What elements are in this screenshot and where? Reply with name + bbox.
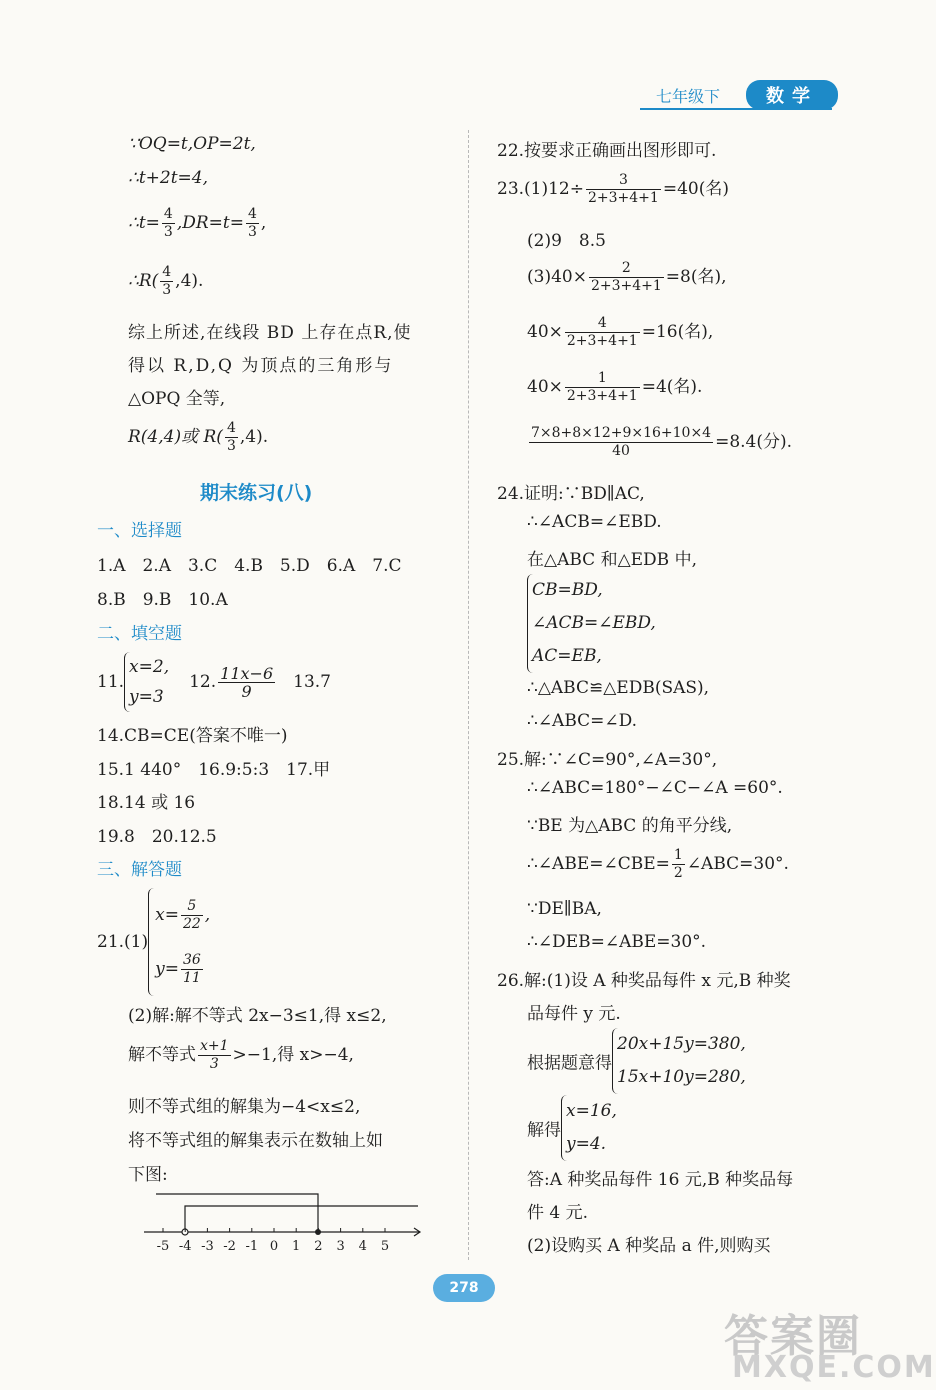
l4-frac-den: 3 — [162, 282, 172, 298]
left-line-2: ∴t+2t=4, — [128, 168, 209, 188]
q23c-b: =8(名), — [665, 267, 727, 287]
answer-26-f: 件 4 元. — [527, 1203, 589, 1223]
answer-24-system — [527, 574, 656, 673]
tick-label-1: 1 — [292, 1239, 301, 1254]
q21-r2-den: 11 — [182, 970, 201, 986]
answer-23-5 — [527, 370, 702, 405]
answer-21-2a: (2)解:解不等式 2x−3≤1,得 x≤2, — [128, 1006, 387, 1026]
q26d-row2: y=4. — [566, 1134, 607, 1154]
answers-1-7: 1.A 2.A 3.C 4.B 5.D 6.A 7.C — [97, 556, 402, 576]
q23a-b: =40(名) — [662, 179, 729, 199]
q23f-den: 40 — [612, 443, 630, 459]
left-para-3: △OPQ 全等, — [128, 389, 226, 409]
tick-label--5: -5 — [156, 1239, 170, 1254]
answer-23-6 — [527, 425, 792, 460]
q23d-frac — [565, 315, 640, 350]
answer-25-e: ∵DE∥BA, — [527, 899, 602, 919]
answer-26-e: 答:A 种奖品每件 16 元,B 种奖品每 — [527, 1170, 794, 1190]
l3-a: ∴t= — [128, 213, 160, 233]
answers-8-10: 8.B 9.B 10.A — [97, 590, 228, 610]
section-title: 期末练习(八) — [200, 482, 313, 504]
q21-r1b: , — [204, 905, 211, 925]
section-solve: 三、解答题 — [97, 860, 182, 880]
q26c-lead: 根据题意得 — [527, 1053, 612, 1074]
q23a-a: 23.(1)12÷ — [497, 179, 584, 199]
l4-frac-num: 4 — [162, 264, 172, 280]
q23d-den: 2+3+4+1 — [566, 333, 638, 349]
l3-frac1-num: 4 — [163, 206, 173, 222]
range-x-leq-2 — [156, 1194, 318, 1232]
answer-26-b: 品每件 y 元. — [527, 1004, 621, 1024]
q13: 13.7 — [293, 672, 331, 692]
q25d-num: 1 — [673, 847, 683, 863]
number-line-figure — [138, 1188, 428, 1258]
q23d-a: 40× — [527, 322, 563, 342]
l4-b: ,4). — [175, 271, 204, 291]
answer-25-f: ∴∠DEB=∠ABE=30°. — [527, 932, 707, 952]
q26c-system — [612, 1028, 746, 1094]
l5-frac-den: 3 — [226, 438, 236, 454]
range-x-greater-neg4 — [185, 1206, 418, 1229]
tick-label-2: 2 — [314, 1239, 323, 1254]
q23f-frac — [529, 425, 713, 460]
answer-26-d — [527, 1095, 617, 1161]
section-fill: 二、填空题 — [97, 624, 182, 644]
l3-frac1-den: 3 — [163, 224, 173, 240]
q23e-den: 2+3+4+1 — [566, 388, 638, 404]
answer-24-a: 24.证明:∵BD∥AC, — [497, 484, 645, 504]
tick-label--2: -2 — [223, 1239, 236, 1254]
l4-a: ∴R( — [128, 271, 159, 291]
l4-frac — [160, 264, 173, 299]
q11-row1: x=2, — [129, 657, 170, 677]
answer-21-2b — [128, 1038, 354, 1073]
q21-r1-frac — [181, 898, 203, 933]
q23c-num: 2 — [589, 260, 664, 278]
q23f-b: =8.4(分). — [715, 432, 793, 452]
l5-frac-num: 4 — [226, 420, 236, 436]
q11-system — [124, 652, 169, 712]
tick-label-5: 5 — [380, 1239, 390, 1254]
answer-23-4 — [527, 315, 713, 350]
q21-system — [148, 888, 210, 996]
answer-21-1 — [97, 888, 210, 996]
answer-25-b: ∴∠ABC=180°−∠C−∠A =60°. — [527, 778, 783, 798]
q23c-den: 2+3+4+1 — [590, 278, 662, 294]
q26d-lead: 解得 — [527, 1120, 561, 1141]
answer-24-d: ∴△ABC≌△EDB(SAS), — [527, 678, 710, 698]
l3-b: ,DR=t= — [176, 213, 244, 233]
q26c-row2: 15x+10y=280, — [617, 1067, 746, 1087]
page-number: 278 — [433, 1274, 495, 1302]
q12-frac-den: 9 — [241, 681, 252, 701]
q25d-a: ∴∠ABE=∠CBE= — [527, 854, 670, 874]
answer-26-g: (2)设购买 A 种奖品 a 件,则购买 — [527, 1236, 771, 1256]
answers-19-20: 19.8 20.12.5 — [97, 827, 217, 847]
answer-26-c — [527, 1028, 746, 1094]
q23c-frac — [589, 260, 664, 295]
header-rule — [640, 108, 832, 110]
q23a-frac — [586, 172, 661, 207]
q21c-a: 解不等式 — [128, 1045, 196, 1065]
answer-24-b: ∴∠ACB=∠EBD. — [527, 512, 662, 532]
q21c-den: 3 — [209, 1056, 219, 1072]
subject-badge: 数学 — [746, 80, 838, 110]
answers-11-13 — [97, 652, 331, 712]
q25d-den: 2 — [673, 865, 683, 881]
q25d-frac — [672, 847, 685, 882]
l3-frac2-num: 4 — [247, 206, 257, 222]
q23a-den: 2+3+4+1 — [588, 190, 659, 206]
q21-row1 — [155, 898, 211, 932]
watermark-url: MXQE.COM — [732, 1350, 936, 1385]
q26d-system — [561, 1095, 617, 1161]
left-line-5 — [128, 420, 268, 455]
answer-25-a: 25.解:∵∠C=90°,∠A=30°, — [497, 750, 718, 770]
q24-row2: ∠ACB=∠EBD, — [532, 613, 656, 633]
tick-label--3: -3 — [201, 1239, 214, 1254]
l3-c: , — [260, 213, 267, 233]
answer-21-2c: 则不等式组的解集为−4<x≤2, — [128, 1097, 361, 1117]
q12-lead: 12. — [189, 672, 217, 692]
answer-23-2: (2)9 8.5 — [527, 231, 606, 251]
answer-23-1 — [497, 172, 729, 207]
left-line-4 — [128, 264, 203, 299]
grade-label: 七年级下 — [656, 87, 721, 106]
l5-a: R(4,4)或 R( — [128, 427, 223, 447]
q23a-num: 3 — [586, 172, 661, 190]
q11-lead: 11. — [97, 672, 125, 692]
answer-23-3 — [527, 260, 727, 295]
q12-frac-num: 11x−6 — [220, 663, 274, 683]
watermark-logo: 答案圈 — [724, 1311, 862, 1362]
l3-frac1 — [162, 206, 175, 241]
q23e-b: =4(名). — [641, 377, 703, 397]
q24-row3: AC=EB, — [532, 646, 602, 666]
answer-21-2e: 下图: — [128, 1165, 168, 1185]
l3-frac2 — [246, 206, 259, 241]
q21-r1-num: 5 — [181, 898, 203, 916]
tick-label-3: 3 — [336, 1239, 345, 1254]
answers-15-17: 15.1 440° 16.9:5:3 17.甲 — [97, 760, 331, 780]
column-divider — [468, 130, 470, 1260]
l3-frac2-den: 3 — [247, 224, 257, 240]
answer-18: 18.14 或 16 — [97, 793, 196, 813]
q23d-b: =16(名), — [641, 322, 714, 342]
section-choice: 一、选择题 — [97, 521, 182, 541]
q21-r2a: y= — [155, 959, 179, 979]
q21-r1-den: 22 — [182, 916, 201, 932]
answer-14: 14.CB=CE(答案不唯一) — [97, 726, 288, 746]
q26c-row1: 20x+15y=380, — [617, 1034, 746, 1054]
tick-label-4: 4 — [358, 1239, 367, 1254]
q23e-num: 1 — [565, 370, 640, 388]
left-para-1: 综上所述,在线段 BD 上存在点R,使 — [128, 323, 412, 343]
q26d-row1: x=16, — [566, 1101, 617, 1121]
q23e-a: 40× — [527, 377, 563, 397]
q23e-frac — [565, 370, 640, 405]
answer-26-a: 26.解:(1)设 A 种奖品每件 x 元,B 种奖 — [497, 971, 791, 991]
answer-25-d — [527, 847, 789, 882]
q11-row2: y=3 — [129, 687, 164, 707]
q21c-frac — [198, 1038, 231, 1073]
answer-25-c: ∵BE 为△ABC 的角平分线, — [527, 816, 733, 836]
q23c-a: (3)40× — [527, 267, 587, 287]
q21-r2-num: 36 — [182, 952, 201, 968]
q21-row2 — [155, 952, 205, 986]
left-line-3 — [128, 206, 266, 241]
q21-lead: 21.(1) — [97, 932, 149, 952]
q24-row1: CB=BD, — [532, 580, 603, 600]
left-para-2: 得以 R,D,Q 为顶点的三角形与 — [128, 356, 394, 376]
l5-frac — [225, 420, 238, 455]
tick-label--4: -4 — [178, 1239, 192, 1254]
answer-21-2d: 将不等式组的解集表示在数轴上如 — [128, 1131, 383, 1151]
tick-label--1: -1 — [245, 1239, 259, 1254]
q21-r2-frac — [181, 952, 203, 987]
q23f-num: 7×8+8×12+9×16+10×4 — [531, 425, 712, 441]
q21c-num: x+1 — [200, 1038, 229, 1054]
q25d-b: ∠ABC=30°. — [686, 854, 789, 874]
q21-r1a: x= — [155, 905, 179, 925]
q23d-num: 4 — [565, 315, 640, 333]
q21c-b: >−1,得 x>−4, — [232, 1045, 354, 1065]
answer-24-c: 在△ABC 和△EDB 中, — [527, 550, 697, 570]
l5-b: ,4). — [239, 427, 269, 447]
answer-22: 22.按要求正确画出图形即可. — [497, 141, 717, 161]
tick-label-0: 0 — [269, 1239, 279, 1254]
answer-24-e: ∴∠ABC=∠D. — [527, 711, 638, 731]
left-line-1: ∵OQ=t,OP=2t, — [128, 134, 256, 154]
q12-frac — [218, 665, 275, 700]
